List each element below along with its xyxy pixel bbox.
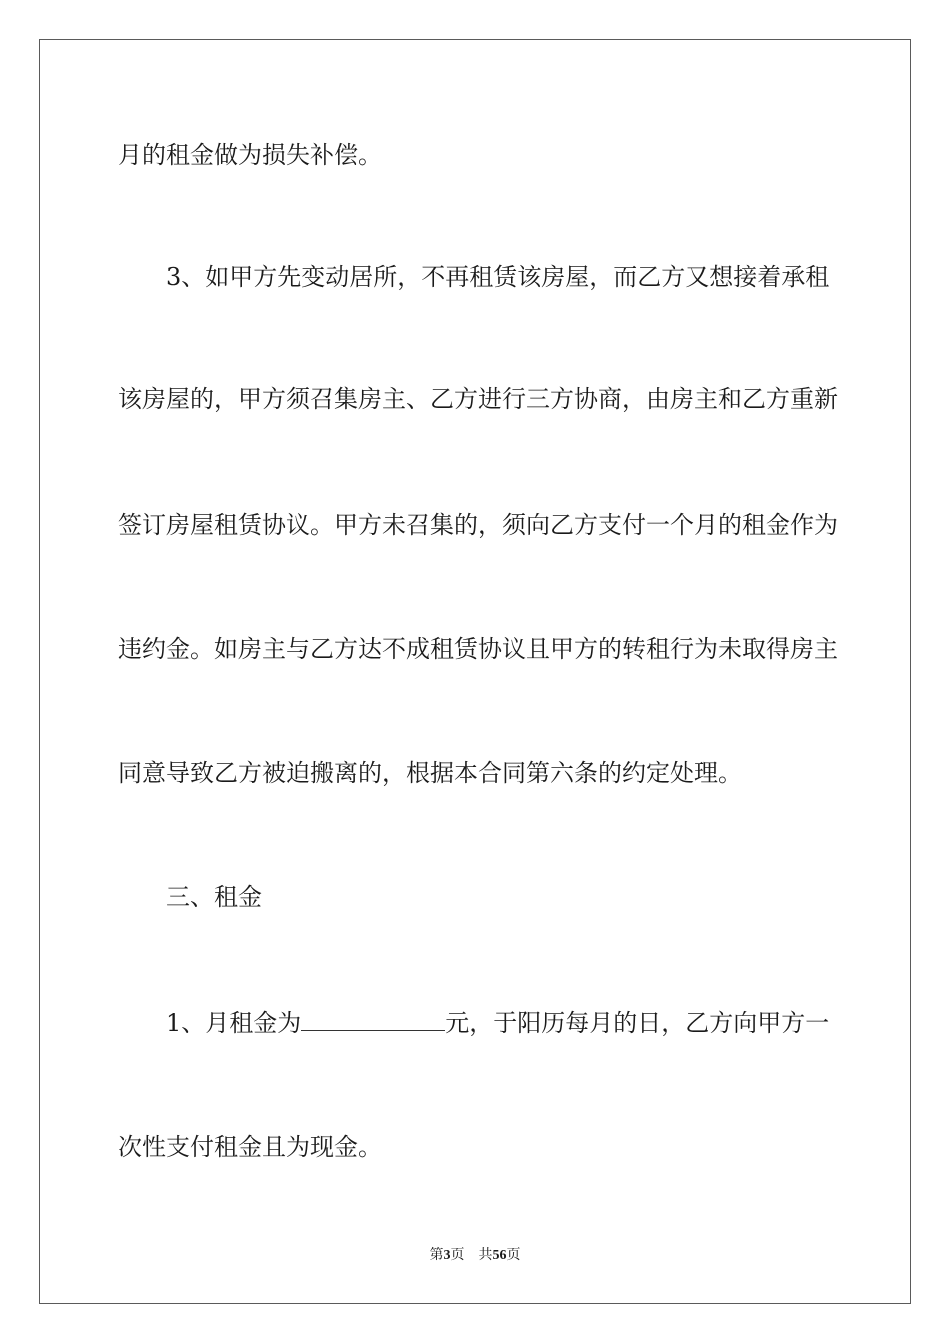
- rent-clause-suffix: 元，于阳历每月的日，乙方向甲方一: [445, 1009, 830, 1037]
- page-border: [39, 39, 911, 1304]
- footer-page-suffix: 页: [450, 1248, 465, 1263]
- text-line-1: 月的租金做为损失补偿。: [118, 141, 382, 169]
- rent-clause-continuation: 次性支付租金且为现金。: [118, 1133, 382, 1161]
- rent-amount-blank: [301, 1008, 445, 1031]
- section-heading-rent: 三、租金: [166, 883, 262, 911]
- text-line-6: 同意导致乙方被迫搬离的，根据本合同第六条的约定处理。: [118, 759, 742, 787]
- text-line-3: 该房屋的，甲方须召集房主、乙方进行三方协商，由房主和乙方重新: [118, 385, 838, 413]
- text-line-4: 签订房屋租赁协议。甲方未召集的，须向乙方支付一个月的租金作为: [118, 511, 838, 539]
- footer-page-number: 3: [443, 1248, 451, 1263]
- page-footer: [0, 1247, 950, 1265]
- rent-clause-prefix: 1、月租金为: [166, 1009, 302, 1037]
- footer-total-suffix: 页: [506, 1248, 521, 1263]
- text-line-5: 违约金。如房主与乙方达不成租赁协议且甲方的转租行为未取得房主: [118, 635, 838, 663]
- footer-total-pages: 56: [492, 1248, 507, 1263]
- text-line-2: 3、如甲方先变动居所，不再租赁该房屋，而乙方又想接着承租: [166, 263, 830, 291]
- rent-clause-line: [166, 1008, 829, 1038]
- footer-total-prefix: 共: [478, 1248, 493, 1263]
- footer-page-prefix: 第: [429, 1248, 444, 1263]
